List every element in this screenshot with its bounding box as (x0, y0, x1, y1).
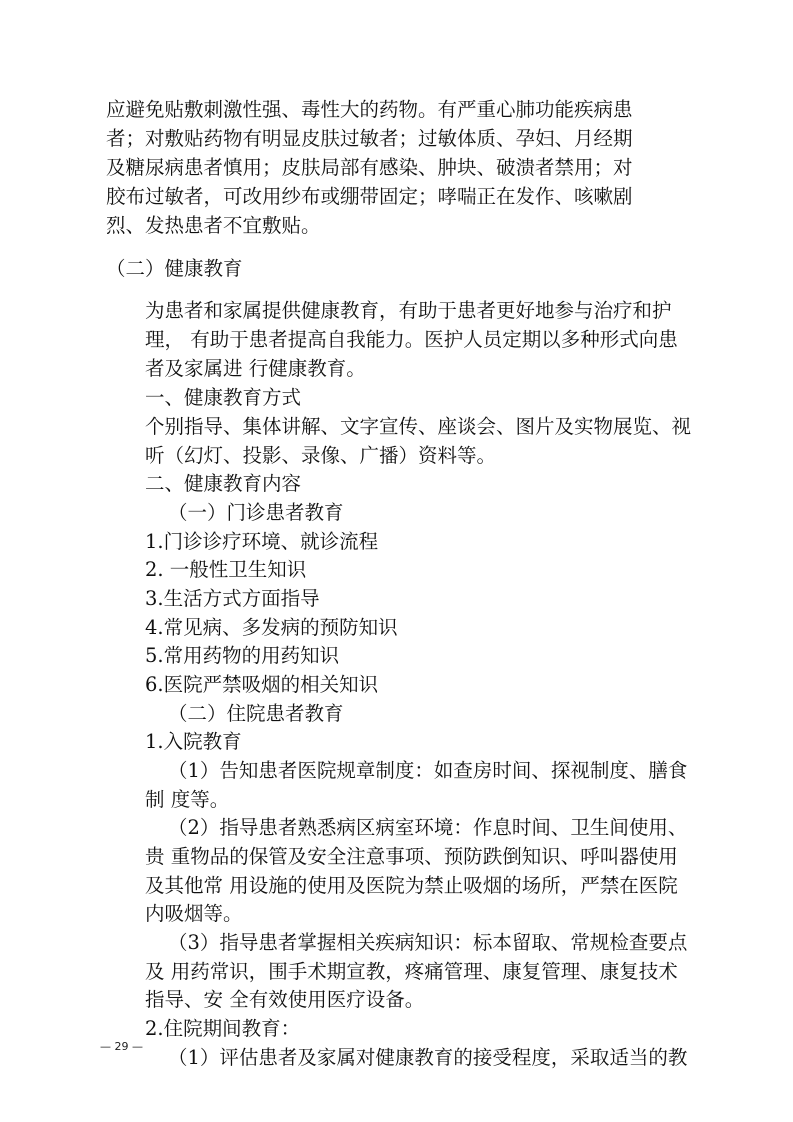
list-item: 2. 一般性卫生知识 (145, 558, 307, 581)
list-item: 6.医院严禁吸烟的相关知识 (145, 673, 379, 696)
page-number: — 29 — (100, 1040, 143, 1053)
text-line: 贵 重物品的保管及安全注意事项、预防跌倒知识、呼叫器使用 (145, 845, 678, 868)
text-line: 者及家属进 行健康教育。 (145, 357, 366, 380)
list-item: 3.生活方式方面指导 (145, 587, 320, 610)
text-line: 烈、发热患者不宜敷贴。 (106, 214, 321, 237)
subheading: （一）门诊患者教育 (168, 501, 344, 524)
text-line: 胶布过敏者，可改用纱布或绷带固定；哮喘正在发作、咳嗽剧 (106, 185, 633, 208)
text-line: （2）指导患者熟悉病区病室环境：作息时间、卫生间使用、 (168, 816, 688, 839)
list-item: 1.入院教育 (145, 730, 242, 753)
section-heading: （二）健康教育 (106, 257, 243, 280)
text-line: 个别指导、集体讲解、文字宣传、座谈会、图片及实物展览、视 (145, 415, 692, 438)
list-item: 4.常见病、多发病的预防知识 (145, 616, 398, 639)
subheading: 一、健康教育方式 (145, 386, 302, 409)
text-line: （1）评估患者及家属对健康教育的接受程度，采取适当的教 (168, 1046, 688, 1069)
text-line: 者；对敷贴药物有明显皮肤过敏者；过敏体质、孕妇、月经期 (106, 127, 633, 150)
text-line: （1）告知患者医院规章制度：如查房时间、探视制度、膳食 (168, 759, 688, 782)
list-item: 5.常用药物的用药知识 (145, 644, 340, 667)
text-line: （3）指导患者掌握相关疾病知识：标本留取、常规检查要点 (168, 931, 688, 954)
text-line: 制 度等。 (145, 788, 230, 811)
text-line: 指导、安 全有效使用医疗设备。 (145, 988, 425, 1011)
text-line: 及 用药常识，围手术期宣教，疼痛管理、康复管理、康复技术 (145, 960, 678, 983)
text-line: 及糖尿病患者慎用；皮肤局部有感染、肿块、破溃者禁用；对 (106, 156, 633, 179)
text-line: 为患者和家属提供健康教育，有助于患者更好地参与治疗和护 (145, 299, 672, 322)
list-item: 2.住院期间教育： (145, 1017, 301, 1040)
text-line: 及其他常 用设施的使用及医院为禁止吸烟的场所，严禁在医院 (145, 874, 678, 897)
text-line: 理， 有助于患者提高自我能力。医护人员定期以多种形式向患 (145, 328, 678, 351)
subheading: （二）住院患者教育 (168, 702, 344, 725)
text-line: 内吸烟等。 (145, 902, 243, 925)
text-line: 应避免贴敷刺激性强、毒性大的药物。有严重心肺功能疾病患 (106, 98, 633, 121)
subheading: 二、健康教育内容 (145, 472, 302, 495)
text-line: 听（幻灯、投影、录像、广播）资料等。 (145, 444, 497, 467)
list-item: 1.门诊诊疗环境、就诊流程 (145, 530, 379, 553)
